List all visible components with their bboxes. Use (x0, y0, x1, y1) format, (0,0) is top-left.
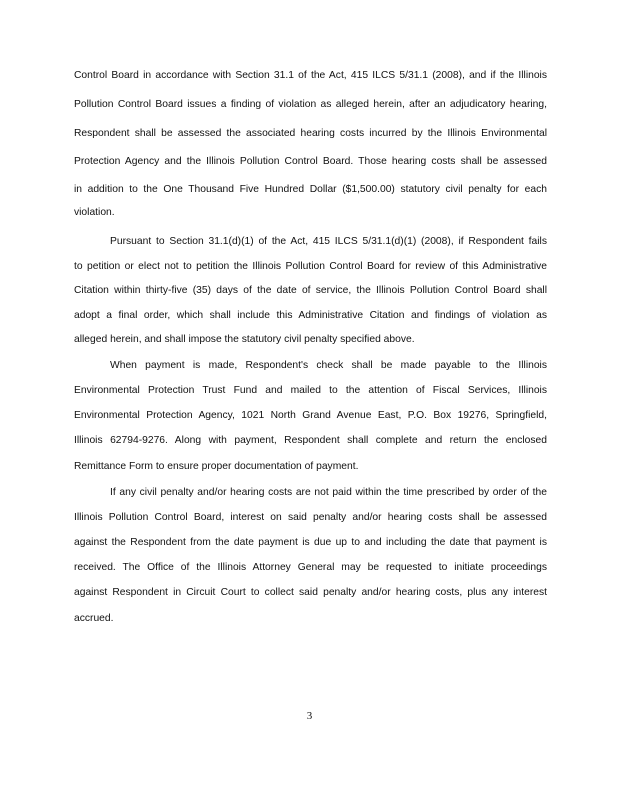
page-number: 3 (306, 710, 313, 722)
text-line: alleged herein, and shall impose the statutory civil penalty specified above. (74, 334, 415, 345)
text-line: adopt a final order, which shall include this Administrative Citation and findings of violation as (74, 310, 547, 321)
text-line: If any civil penalty and/or hearing costs are not paid within the time prescribed by order of the (110, 487, 547, 498)
text-line: Illinois Pollution Control Board, interest on said penalty and/or hearing costs shall be assessed (74, 512, 547, 523)
text-line: Control Board in accordance with Section 31.1 of the Act, 415 ILCS 5/31.1 (2008), and if the Illinois (74, 70, 547, 81)
text-line: to petition or elect not to petition the Illinois Pollution Control Board for review of this Administrative (74, 261, 547, 272)
text-line: Environmental Protection Trust Fund and mailed to the attention of Fiscal Services, Illinois (74, 385, 547, 396)
text-line: violation. (74, 207, 115, 218)
text-line: Pollution Control Board issues a finding of violation as alleged herein, after an adjudicatory hearing, (74, 99, 547, 110)
text-line: against the Respondent from the date payment is due up to and including the date that payment is (74, 537, 547, 548)
text-line: Illinois 62794-9276. Along with payment, Respondent shall complete and return the enclosed (74, 435, 547, 446)
text-line: Citation within thirty-five (35) days of the date of service, the Illinois Pollution Control Board shall (74, 285, 547, 296)
text-line: Remittance Form to ensure proper documentation of payment. (74, 461, 359, 472)
text-line: Environmental Protection Agency, 1021 North Grand Avenue East, P.O. Box 19276, Springfield, (74, 410, 547, 421)
text-line: received. The Office of the Illinois Attorney General may be requested to initiate proceedings (74, 562, 547, 573)
text-line: Protection Agency and the Illinois Pollution Control Board. Those hearing costs shall be assessed (74, 156, 547, 167)
text-line: When payment is made, Respondent's check shall be made payable to the Illinois (110, 360, 547, 371)
text-line: Pursuant to Section 31.1(d)(1) of the Act, 415 ILCS 5/31.1(d)(1) (2008), if Respondent fails (110, 236, 547, 247)
text-line: accrued. (74, 613, 114, 624)
text-line: Respondent shall be assessed the associated hearing costs incurred by the Illinois Environmental (74, 128, 547, 139)
text-line: in addition to the One Thousand Five Hundred Dollar ($1,500.00) statutory civil penalty for each (74, 184, 547, 195)
text-line: against Respondent in Circuit Court to collect said penalty and/or hearing costs, plus any interest (74, 587, 547, 598)
